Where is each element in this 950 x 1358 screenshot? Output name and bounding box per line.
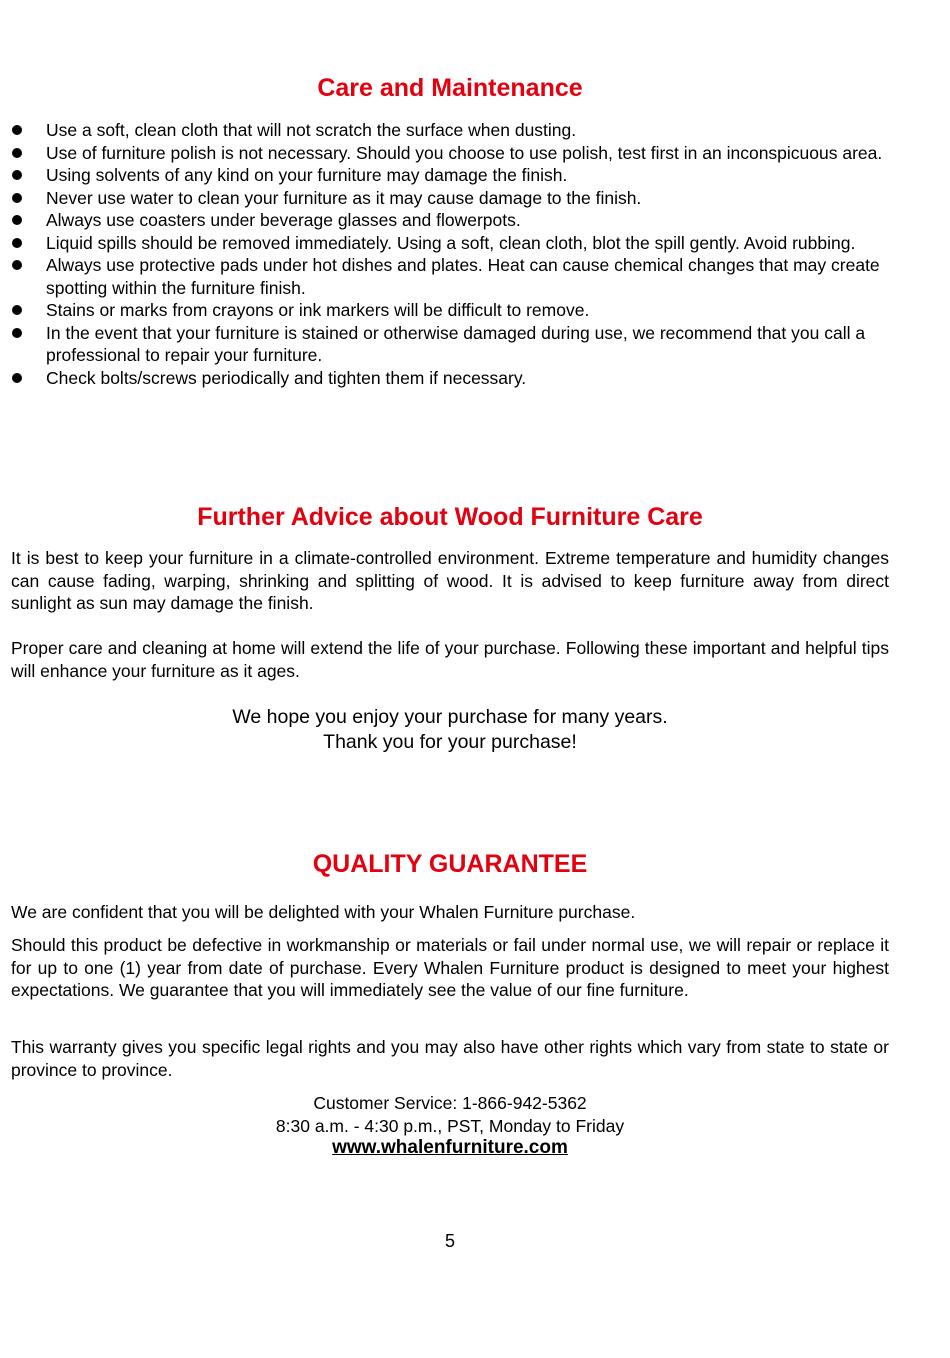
bullet-icon	[12, 193, 22, 203]
list-item: Use a soft, clean cloth that will not scratch the surface when dusting.	[0, 119, 890, 142]
website-link[interactable]: www.whalenfurniture.com	[332, 1137, 568, 1158]
bullet-icon	[12, 125, 22, 135]
bullet-icon	[12, 328, 22, 338]
list-item: Using solvents of any kind on your furniture may damage the finish.	[0, 164, 890, 187]
customer-service-phone: Customer Service: 1-866-942-5362	[313, 1093, 587, 1113]
list-item: In the event that your furniture is stained or otherwise damaged during use, we recommend that you call a professional to repair your furniture.	[0, 322, 890, 367]
bullet-icon	[12, 305, 22, 315]
guarantee-paragraph-confident: We are confident that you will be delighted with your Whalen Furniture purchase.	[11, 902, 636, 922]
list-item: Never use water to clean your furniture as it may cause damage to the finish.	[0, 187, 890, 210]
quality-guarantee-heading: QUALITY GUARANTEE	[312, 850, 588, 878]
bullet-icon	[12, 148, 22, 158]
bullet-icon	[12, 260, 22, 270]
closing-line-enjoy: We hope you enjoy your purchase for many years.	[232, 706, 668, 728]
care-tips-list	[0, 119, 890, 389]
page-number: 5	[444, 1231, 455, 1251]
website-line	[0, 1137, 900, 1159]
advice-paragraph-care: Proper care and cleaning at home will extend the life of your purchase. Following these important and helpful tips will enhance your furniture as it ages.	[11, 638, 889, 681]
bullet-icon	[12, 373, 22, 383]
list-item: Always use protective pads under hot dishes and plates. Heat can cause chemical changes that may create spotting within the furniture finish.	[0, 254, 890, 299]
list-item: Check bolts/screws periodically and tighten them if necessary.	[0, 367, 890, 390]
bullet-icon	[12, 215, 22, 225]
advice-paragraph-climate: It is best to keep your furniture in a climate-controlled environment. Extreme temperature and humidity changes can cause fading, warping, shrinking and splitting of wood. It is advised to keep furniture away from direct sunlight as sun may damage the finish.	[11, 548, 889, 613]
list-item: Always use coasters under beverage glasses and flowerpots.	[0, 209, 890, 232]
wood-care-advice-heading: Further Advice about Wood Furniture Care	[197, 503, 703, 531]
guarantee-paragraph-defect: Should this product be defective in workmanship or materials or fail under normal use, we will repair or replace it for up to one (1) year from date of purchase. Every Whalen Furniture product is designed to meet your highest expectations. We guarantee that you will immediately see the value of our fine furniture.	[11, 935, 889, 1000]
closing-line-thanks: Thank you for your purchase!	[323, 731, 577, 753]
bullet-icon	[12, 170, 22, 180]
list-item: Use of furniture polish is not necessary. Should you choose to use polish, test first in an inconspicuous area.	[0, 142, 890, 165]
guarantee-paragraph-warranty: This warranty gives you specific legal rights and you may also have other rights which vary from state to state or province to province.	[11, 1037, 889, 1080]
list-item: Stains or marks from crayons or ink markers will be difficult to remove.	[0, 299, 890, 322]
customer-service-hours: 8:30 a.m. - 4:30 p.m., PST, Monday to Friday	[275, 1116, 625, 1136]
list-item: Liquid spills should be removed immediately. Using a soft, clean cloth, blot the spill gently. Avoid rubbing.	[0, 232, 890, 255]
care-maintenance-heading: Care and Maintenance	[317, 74, 583, 102]
bullet-icon	[12, 238, 22, 248]
